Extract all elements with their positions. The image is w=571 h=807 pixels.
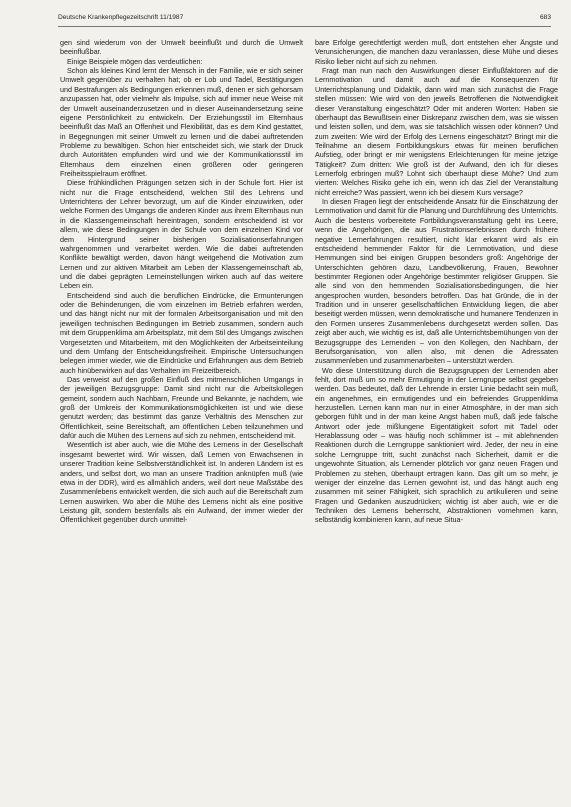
page-header (58, 12, 551, 24)
paragraph: Diese frühkindlichen Prägungen setzen sich in der Schule fort. Hier ist nicht nur die Frage entscheidend, welchen Stil des Lehrens und Unterrichtens der Lehrer bevorzugt, um auf die Kinder einzuwirken, oder welche Formen des Umgangs die anderen Kinder aus ihrem Elternhaus nun in die Klassengemeinschaft hereintragen, sondern entscheidend ist vor allem, wie diese Bedingungen in der Schule von dem einzelnen Kind vor dem Hintergrund seiner bisherigen Sozialisationserfahrungen wahrgenommen und verarbeitet werden. Wie die dabei auftretenden Konflikte bewältigt werden, davon hängt weitgehend die Motivation zum Lernen und zur aktiven Mitarbeit am Leben der Klassengemeinschaft ab, und die dabei geprägten Lerneinstellungen wirken auch auf das weitere Leben ein. (60, 178, 303, 291)
right-column (315, 38, 558, 802)
paragraph: Das verweist auf den großen Einfluß des mitmenschlichen Umgangs in der jeweiligen Bezugsgruppe: Damit sind nicht nur die Arbeitskollegen gemeint, sondern auch Nachbarn, Freunde und Bekannte, je nachdem, wie groß der Umkreis der Kommunikationsmöglichkeiten ist und wie diese genutzt werden; das bestimmt das ganze Verhältnis des Menschen zur Öffentlichkeit, seine Bereitschaft, am öffentlichen Leben teilzunehmen und dafür auch die Mühen des Lernens auf sich zu nehmen, entscheidend mit. (60, 374, 303, 441)
paragraph: In diesen Fragen liegt der entscheidende Ansatz für die Einschätzung der Lernmotivation und damit für die Planung und Durchführung des Unterrichts. Auch die bestens vorbereitete Fortbildungsveranstaltung geht ins Leere, wenn die Angehörigen, die aus Frustrationserlebnissen durch frühere negative Lernerfahrungen resultiert, nicht klar erkannt wird als ein entscheidend hemmender Faktor für die Lernmotivation, und diese Hemmungen sind bei einigen Gruppen besonders groß: Angehörige der Unterschichten gehören dazu, Landbevölkerung, Frauen, Bewohner bestimmter Regionen oder Angehörige bestimmter religiöser Gruppen. Sie alle sind von den hemmenden Sozialisationsbedingungen, die hier angesprochen wurden, besonders betroffen. Das hat Gründe, die in der Tradition und in unserer gesellschaftlichen Entwicklung liegen, die aber beseitigt werden müssen, wenn demokratische und humanere Tendenzen in den Formen unseres Zusammenlebens durchgesetzt werden sollen. Das zeigt aber auch, wie wichtig es ist, daß alle Unterrichtsbemühungen von der Bezugsgruppe des Lernenden – von den Kollegen, den Nachbarn, der Berufsorganisation, von allen also, mit denen die Adressaten zusammenleben und zusammenarbeiten – unterstützt werden. (315, 197, 558, 366)
paragraph: Fragt man nun nach den Auswirkungen dieser Einflußfaktoren auf die Lernmotivation und damit auch auf die Konsequenzen für Unterrichtsplanung und Didaktik, dann wird man sich zunächst die Frage stellen müssen: Wie wird von den jeweils Betroffenen die Notwendigkeit dieser Veranstaltung eingeschätzt? Oder mit anderen Worten: Haben sie überhaupt das Bewußtsein einer Diskrepanz zwischen dem, was sie wissen und leisten sollen, und dem, was sie tatsächlich wissen oder können? Und zum zweiten: Wie wird der Erfolg des Lernens eingeschätzt? Bringt mir die Teilnahme an diesem Fortbildungskurs etwas für meinen beruflichen Aufstieg, oder bringt er mir wenigstens Erleichterungen für meine jetzige Tätigkeit? Zum dritten: Wie groß ist der Aufwand, den ich für dieses Lernerfolg erbringen muß? Lohnt sich überhaupt diese Mühe? Und zum vierten: Welches Risiko gehe ich ein, wenn ich das Ziel der Veranstaltung nicht erreiche? Was passiert, wenn ich bei diesem Kurs versage? (315, 66, 558, 197)
paragraph: gen sind wiederum von der Umwelt beeinflußt und durch die Umwelt beeinflußbar. (60, 38, 303, 57)
paragraph: Wo diese Unterstützung durch die Bezugsgruppen der Lernenden aber fehlt, dort muß um so mehr Ermutigung in der Lerngruppe selbst gegeben werden. Das bedeutet, daß der Lehrende in erster Linie bedacht sein muß, ein angenehmes, ein ermutigendes und ein befreiendes Gruppenklima herzustellen. Lernen kann man nur in einer Atmosphäre, in der man sich geborgen fühlt und in der man keine Angst haben muß, daß jede falsche Antwort oder jede mißlungene Eigentätigkeit sofort mit Tadel oder Herablassung oder – was häufig noch schlimmer ist – mit ablehnenden Reaktionen durch die Lerngruppe sanktioniert wird. Jeder, der neu in eine solche Lerngruppe tritt, sucht zunächst nach Sicherheit, damit er die ungewohnte Situation, als Lernender plötzlich vor ganz neuen Fragen und Problemen zu stehen, überhaupt ertragen kann. Das gilt um so mehr, je weniger der einzelne das Lernen gewohnt ist, und das hängt auch eng zusammen mit seiner Fähigkeit, sich sprachlich zu artikulieren und seine Fragen und Gedanken auszudrücken; wichtig ist aber auch, wie er die Techniken des Lernens beherrscht, Abstraktionen vornehmen kann, selbständig kombinieren kann, auf neue Situa- (315, 365, 558, 525)
journal-title: Deutsche Krankenpflegezeitschrift 11/1987 (58, 14, 184, 21)
page-number: 683 (539, 14, 551, 21)
paragraph: Einige Beispiele mögen das verdeutlichen: (67, 56, 203, 66)
paragraph: Wesentlich ist aber auch, wie die Mühe des Lernens in der Gesellschaft insgesamt bewertet wird. Wir wissen, daß Lernen von Erwachsenen in unserer Tradition keine Selbstverständlichkeit ist. In anderen Ländern ist es anders, und selbst dort, wo man an unsere Tradition anknüpfen muß (wie etwa in der DDR), wird es allmählich anders, weil dort neue Maßstäbe des Zusammenlebens entwickelt werden, die sich auch auf die Bereitschaft zum Lernen auswirken. Wo aber die Mühe des Lernens nicht als eine positive Leistung gilt, sondern bestenfalls als ein Aufwand, der immer wieder der Öffentlichkeit gegenüber durch unmittel- (60, 440, 303, 525)
paragraph: bare Erfolge gerechtfertigt werden muß, dort entstehen eher Ängste und Verunsicherungen, die manchen dazu veranlassen, diese Mühe und dieses Risiko lieber nicht auf sich zu nehmen. (315, 38, 558, 66)
paragraph: Entscheidend sind auch die beruflichen Eindrücke, die Ermunterungen oder die Behinderungen, die vom einzelnen im Betrieb erfahren werden, und das hängt nicht nur mit der formalen Arbeitsorganisation und mit den jeweiligen technischen Bedingungen im Betrieb zusammen, sondern auch mit dem Gruppenklima am Arbeitsplatz, mit dem Stil des Umgangs zwischen Vorgesetzten und Mitarbeitern, mit den Möglichkeiten der Arbeitseinteilung und dem Umfang der Entscheidungsfreiheit. Empirische Untersuchungen belegen immer wieder, wie die Eindrücke und Erfahrungen aus dem Betrieb auch hinüberwirken auf das Verhalten im Freizeitbereich. (60, 290, 303, 375)
left-column (60, 38, 303, 802)
paragraph: Schon als kleines Kind lernt der Mensch in der Familie, wie er sich seiner Umwelt gegenüber zu verhalten hat; ob er Lob und Tadel, Bestätigungen und Bestrafungen als Bedingungen erkennen muß, denen er sich gehorsam anzupassen hat, oder vielmehr als Impulse, sich auf immer neue Weise mit der Umwelt auseinanderzusetzen und in dieser Auseinandersetzung seine eigene Persönlichkeit zu entwickeln. Der Erziehungsstil im Elternhaus beeinflußt das Maß an Offenheit und Flexibilität, das es dem Kind gestattet, in Begegnungen mit seiner Umwelt zu lernen und die dabei auftretenden Probleme zu bewältigen. Schon hier entscheidet sich, wie stark der Druck durch Autoritäten empfunden wird und wie der Kommunikationsstil im Elternhaus dem einzelnen einen größeren oder geringeren Freiheitsspielraum eröffnet. (60, 66, 303, 179)
header-rule (58, 26, 551, 27)
